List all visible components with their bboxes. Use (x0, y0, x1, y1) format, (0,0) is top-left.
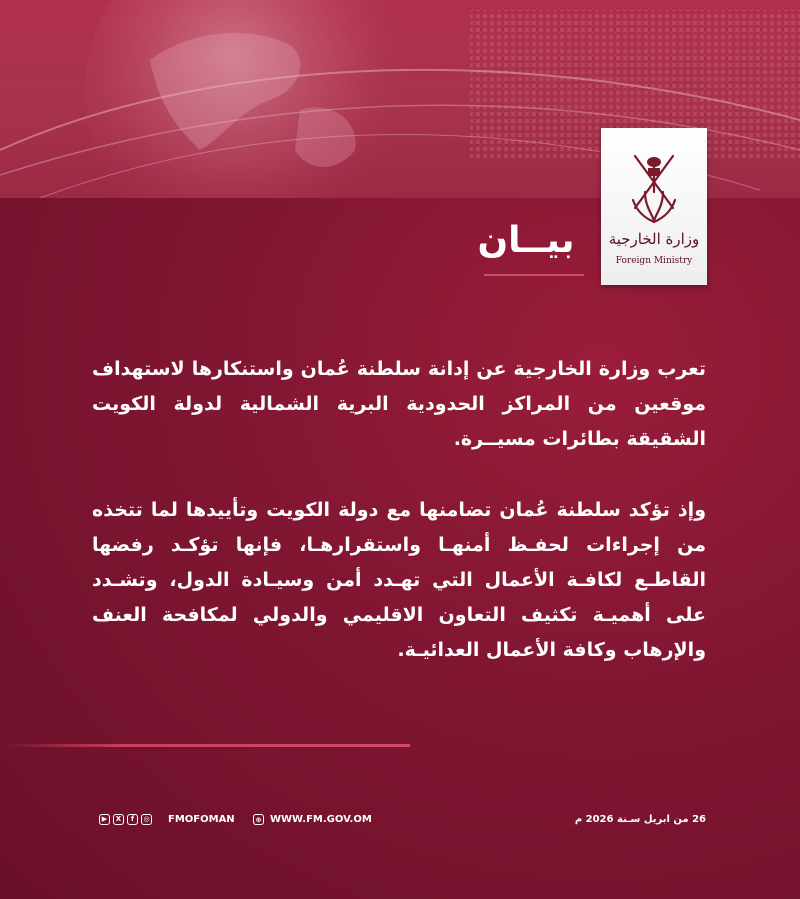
ministry-name-ar: وزارة الخارجية (608, 230, 700, 248)
facebook-icon[interactable]: f (127, 814, 138, 825)
page-title: بيــان (477, 220, 575, 261)
ministry-name-en: Foreign Ministry (615, 256, 693, 266)
ministry-logo-card (601, 128, 707, 285)
divider (0, 744, 410, 747)
title-underline (484, 274, 584, 276)
website-link[interactable]: WWW.FM.GOV.OM (270, 814, 372, 825)
statement-body (92, 352, 706, 704)
youtube-icon[interactable]: ▶ (99, 814, 110, 825)
instagram-icon[interactable]: ◎ (141, 814, 152, 825)
social-icons (99, 814, 152, 825)
globe-icon: ⊕ (253, 814, 264, 825)
date-text: 26 من ابريل سـنة 2026 م (574, 814, 706, 825)
paragraph-2: وإذ تؤكد سلطنة عُمان تضامنها مع دولة الكويت وتأييدها لما تتخذه من إجراءات لحفـظ أمنهـا واستقرارهـا، فإنها تؤكـد رفضها القاطـع لكافـة الأعمال التي تهـدد أمن وسيـادة الدول، وتشـدد على أهميـة تكثيف التعاون الاقليمي والدولي لمكافحة العنف والإرهاب وكافة الأعمال العدائيـة. (92, 499, 706, 661)
footer (0, 812, 800, 834)
paragraph-1: تعرب وزارة الخارجية عن إدانة سلطنة عُمان واستنكارها لاستهداف موقعين من المراكز الحدودية البرية الشمالية لدولة الكويت الشقيقة بطائرات مسيــرة. (92, 358, 706, 450)
khanjar-emblem-icon (627, 148, 681, 228)
x-icon[interactable]: X (113, 814, 124, 825)
social-handle[interactable]: FMOFOMAN (168, 814, 235, 825)
